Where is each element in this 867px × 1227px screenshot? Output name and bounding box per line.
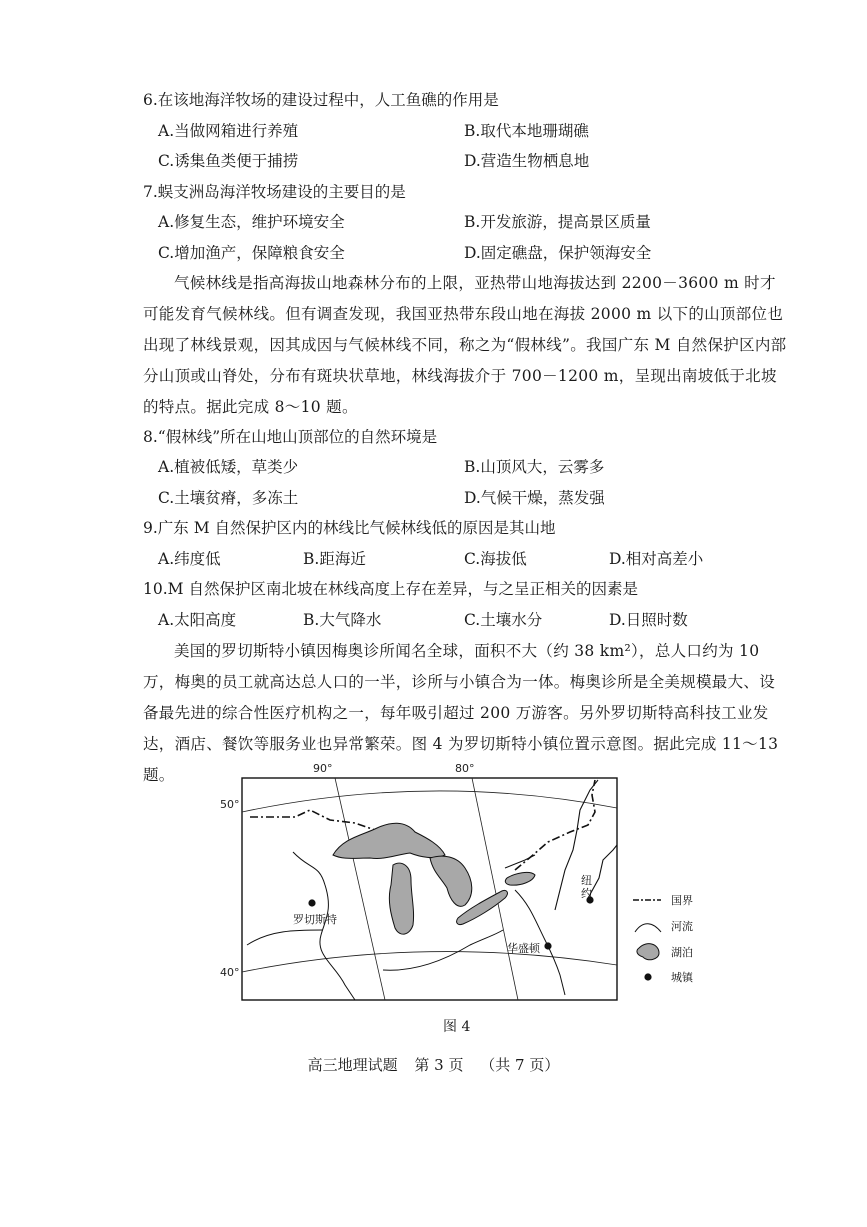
lake-ontario (505, 872, 535, 885)
legend-city-label: 城镇 (671, 971, 693, 984)
q6-option-b: B.取代本地珊瑚礁 (464, 122, 589, 140)
legend-river-label: 河流 (671, 920, 693, 933)
river-mississippi (293, 852, 355, 1000)
graticule-40 (242, 952, 617, 972)
page-footer (0, 1054, 867, 1075)
lake-superior (333, 823, 445, 858)
q8-option-d: D.气候干燥，蒸发强 (464, 489, 605, 507)
q9-option-c: C.海拔低 (464, 550, 527, 568)
graticule-50 (242, 791, 617, 812)
city-washington-label: 华盛顿 (507, 942, 540, 955)
q7-stem: 7.蜈支洲岛海洋牧场建设的主要目的是 (143, 183, 406, 201)
footer-total: （共 7 页） (480, 1056, 560, 1074)
q7-option-c: C.增加渔产，保障粮食安全 (158, 244, 345, 262)
graticule-90 (335, 778, 385, 1000)
q6-option-a: A.当做网箱进行养殖 (158, 122, 299, 140)
q10-stem: 10.M 自然保护区南北坡在林线高度上存在差异，与之呈正相关的因素是 (143, 580, 638, 598)
q7-option-a: A.修复生态，维护环境安全 (158, 213, 345, 231)
legend-river-icon (635, 924, 661, 932)
legend-lake-label: 湖泊 (671, 946, 693, 959)
city-washington-dot (544, 942, 551, 949)
city-newyork-label-2: 约 (581, 887, 592, 900)
map-legend (633, 894, 694, 984)
q8-option-a: A.植被低矮，草类少 (158, 458, 299, 476)
lon-label-80: 80° (455, 762, 475, 775)
q10-option-d: D.日照时数 (609, 611, 688, 629)
passage-rochester: 美国的罗切斯特小镇因梅奥诊所闻名全球，面积不大（约 38 km²），总人口约为 10 万，梅奥的员工就高达总人口的一半，诊所与小镇合为一体。梅奥诊所是全美规模最大、设备最先进的综合性医疗机构之一，每年吸引超过 200 万游客。另外罗切斯特高科技工业发达，酒店、餐饮等服务业也异常繁荣。图 4 为罗切斯特小镇位置示意图。据此完成 11～13 题。 (143, 642, 779, 784)
q8-stem: 8.“假林线”所在山地山顶部位的自然环境是 (143, 428, 438, 446)
passage-treeline: 气候林线是指高海拔山地森林分布的上限，亚热带山地海拔达到 2200－3600 m 时才可能发育气候林线。但有调查发现，我国亚热带东段山地在海拔 2000 m 以下的山顶部位也出现了林线景观，因其成因与气候林线不同，称之为“假林线”。我国广东 M 自然保护区内部分山顶或山脊处，分布有斑块状草地，林线海拔介于 700－1200 m，呈现出南坡低于北坡的特点。据此完成 8～10 题。 (143, 274, 787, 416)
lake-huron (430, 856, 472, 906)
graticule-80 (472, 778, 518, 1000)
q8-option-c: C.土壤贫瘠，多冻土 (158, 489, 299, 507)
q9-option-b: B.距海近 (303, 550, 366, 568)
figure-caption: 图 4 (443, 1019, 471, 1035)
q7-option-d: D.固定礁盘，保护领海安全 (464, 244, 652, 262)
lake-michigan (389, 863, 413, 934)
q6-stem: 6.在该地海洋牧场的建设过程中，人工鱼礁的作用是 (143, 91, 499, 109)
legend-lake-icon (637, 944, 659, 960)
q9-option-d: D.相对高差小 (609, 550, 704, 568)
q10-option-b: B.大气降水 (303, 611, 382, 629)
lat-label-40: 40° (220, 966, 240, 979)
q10-option-c: C.土壤水分 (464, 611, 543, 629)
q6-option-c: C.诱集鱼类便于捕捞 (158, 152, 299, 170)
q9-stem: 9.广东 M 自然保护区内的林线比气候林线低的原因是其山地 (143, 519, 556, 537)
river-ohio (383, 930, 503, 970)
q9-option-a: A.纬度低 (158, 550, 221, 568)
footer-page: 第 3 页 (414, 1056, 464, 1074)
city-rochester-label: 罗切斯特 (293, 913, 337, 926)
river-west (247, 930, 323, 945)
legend-city-icon (644, 973, 651, 980)
city-newyork-label-1: 纽 (581, 874, 592, 887)
q10-option-a: A.太阳高度 (158, 611, 237, 629)
location-map (215, 760, 715, 1010)
q6-option-d: D.营造生物栖息地 (464, 152, 590, 170)
footer-subject: 高三地理试题 (307, 1056, 398, 1074)
city-rochester-dot (308, 899, 315, 906)
q7-option-b: B.开发旅游，提高景区质量 (464, 213, 651, 231)
q8-option-b: B.山顶风大，云雾多 (464, 458, 605, 476)
legend-boundary-label: 国界 (671, 894, 693, 907)
lon-label-90: 90° (313, 762, 333, 775)
lat-label-50: 50° (220, 798, 240, 811)
